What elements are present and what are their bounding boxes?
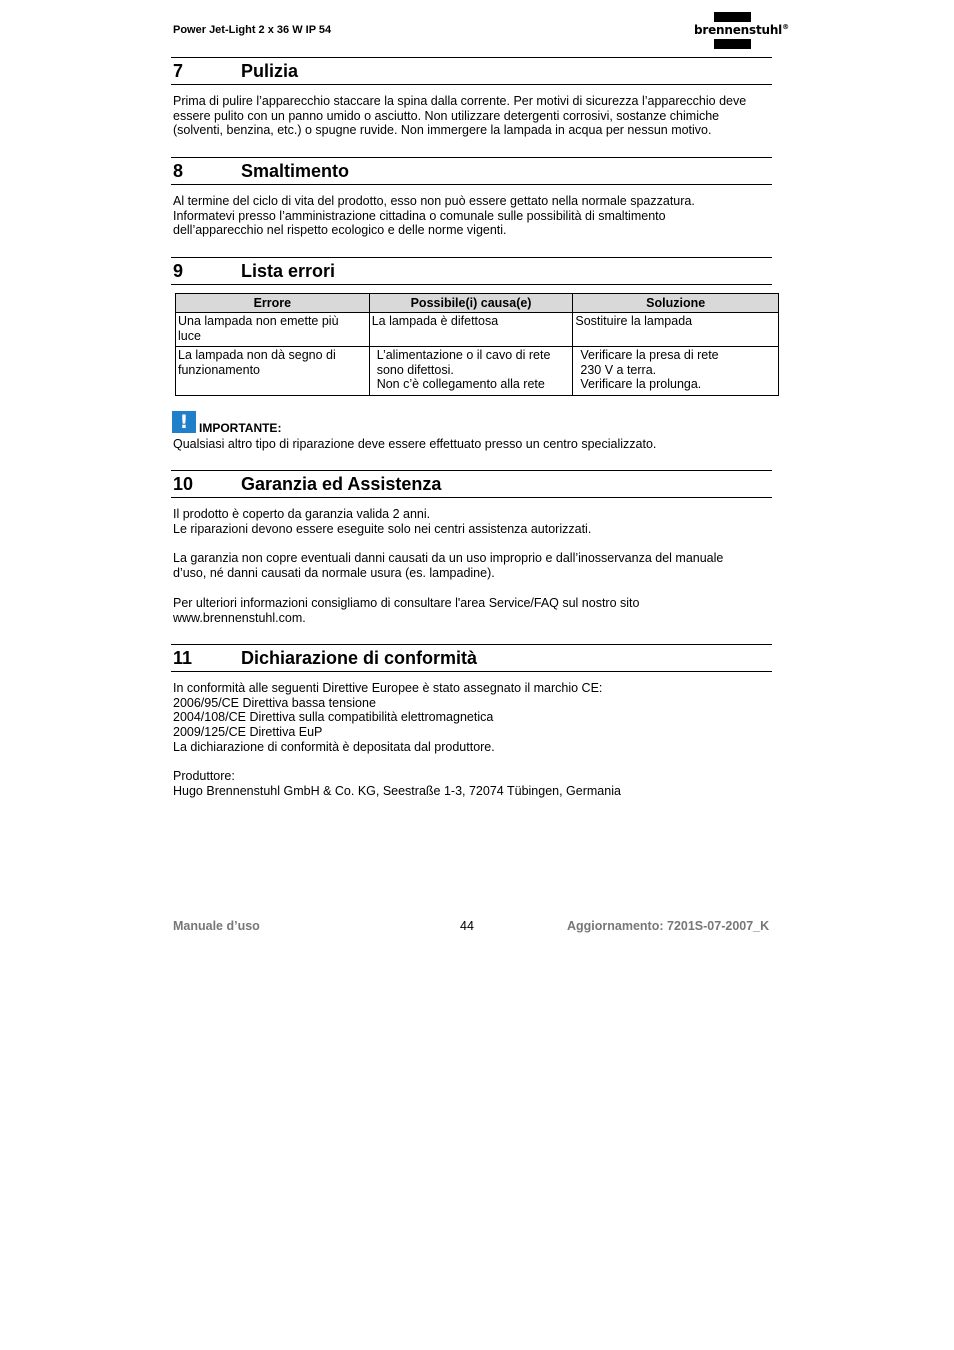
section-heading-conformita: [171, 644, 772, 672]
text-line: In conformità alle seguenti Direttive Europee è stato assegnato il marchio CE:: [173, 681, 603, 695]
text-line: www.brennenstuhl.com.: [173, 610, 306, 625]
section-title: Lista errori: [241, 261, 336, 281]
header-title: Power Jet-Light 2 x 36 W IP 54: [173, 24, 332, 36]
cell-line: luce: [178, 328, 201, 343]
section-number: 7: [173, 61, 184, 81]
text-line: La dichiarazione di conformità è depositata dal produttore.: [173, 739, 495, 754]
footer-page-number: 44: [460, 919, 474, 933]
text-line: essere pulito con un panno umido o asciutto. Non utilizzare detergenti corrosivi, sostanze chimiche: [173, 108, 720, 123]
table-row: [176, 347, 779, 396]
text-line: La garanzia non copre eventuali danni causati da un uso improprio e dall’inosservanza del manuale: [173, 551, 724, 565]
text-line: Produttore:: [173, 769, 235, 783]
section-heading-lista-errori: [171, 257, 772, 285]
cell-line: funzionamento: [178, 362, 261, 377]
garanzia-paragraph-1: [173, 507, 773, 536]
table-cell-error: [176, 313, 370, 347]
section-number: 10: [173, 474, 194, 494]
section-number: 8: [173, 161, 184, 181]
column-header-soluzione: Soluzione: [573, 294, 779, 313]
text-line: 2006/95/CE Direttiva bassa tensione: [173, 695, 376, 710]
section-heading-pulizia: [171, 57, 772, 85]
cell-line: Non c’è collegamento alla rete: [376, 377, 545, 392]
garanzia-paragraph-2: [173, 551, 773, 580]
section-title: Pulizia: [241, 61, 299, 81]
important-label: IMPORTANTE:: [199, 421, 282, 435]
section-heading-garanzia: [171, 470, 772, 498]
important-paragraph: [173, 437, 773, 452]
text-line: Qualsiasi altro tipo di riparazione deve essere effettuato presso un centro specializzato.: [173, 437, 657, 451]
section-number: 9: [173, 261, 184, 281]
cell-line: sono difettosi.: [376, 362, 454, 377]
brennenstuhl-logo: [694, 12, 789, 50]
cell-line: 230 V a terra.: [580, 362, 657, 377]
text-line: (solventi, benzina, etc.) o spugne ruvide. Non immergere la lampada in acqua per nessun motivo.: [173, 123, 712, 138]
logo-bar-top: [714, 12, 751, 22]
text-line: 2004/108/CE Direttiva sulla compatibilità elettromagnetica: [173, 710, 494, 725]
text-line: 2009/125/CE Direttiva EuP: [173, 725, 323, 740]
table-cell-solution: [573, 347, 779, 396]
table-row: [176, 313, 779, 347]
cell-line: Una lampada non emette più: [178, 314, 339, 328]
text-line: Al termine del ciclo di vita del prodotto, esso non può essere gettato nella normale spazzatura.: [173, 194, 695, 208]
cell-line: La lampada è difettosa: [371, 314, 499, 328]
footer-manual-label: Manuale d’uso: [173, 919, 260, 933]
section-title: Garanzia ed Assistenza: [241, 474, 442, 494]
table-cell-solution: [573, 313, 779, 347]
conformita-paragraph-1: [173, 681, 773, 755]
error-table: [175, 293, 779, 396]
pulizia-paragraph: [173, 94, 773, 138]
text-line: Hugo Brennenstuhl GmbH & Co. KG, Seestraße 1-3, 72074 Tübingen, Germania: [173, 783, 621, 798]
conformita-paragraph-2: [173, 769, 773, 798]
text-line: Le riparazioni devono essere eseguite solo nei centri assistenza autorizzati.: [173, 521, 592, 536]
cell-line: La lampada non dà segno di: [178, 348, 336, 362]
logo-wordmark: [694, 23, 789, 37]
table-header-row: [176, 294, 779, 313]
text-line: Il prodotto è coperto da garanzia valida 2 anni.: [173, 507, 431, 521]
garanzia-paragraph-3: [173, 596, 773, 625]
text-line: d’uso, né danni causati da normale usura (es. lampadine).: [173, 565, 495, 580]
table-cell-error: [176, 347, 370, 396]
smaltimento-paragraph: [173, 194, 773, 238]
section-number: 11: [173, 648, 193, 668]
column-header-errore: Errore: [176, 294, 370, 313]
column-header-causa: Possibile(i) causa(e): [369, 294, 573, 313]
section-title: Smaltimento: [241, 161, 350, 181]
important-icon: !: [172, 411, 196, 433]
table-cell-cause: [369, 347, 573, 396]
cell-line: Sostituire la lampada: [575, 314, 693, 328]
text-line: Per ulteriori informazioni consigliamo di consultare l'area Service/FAQ sul nostro sito: [173, 596, 640, 610]
footer-revision: Aggiornamento: 7201S-07-2007_K: [567, 919, 770, 933]
section-title: Dichiarazione di conformità: [241, 648, 478, 668]
section-heading-smaltimento: [171, 157, 772, 185]
cell-line: Verificare la presa di rete: [580, 348, 719, 362]
logo-text: brennenstuhl: [694, 23, 783, 37]
text-line: Prima di pulire l’apparecchio staccare la spina dalla corrente. Per motivi di sicurezza l’apparecchio deve: [173, 94, 747, 108]
text-line: Informatevi presso l’amministrazione cittadina o comunale sulle possibilità di smaltimento: [173, 208, 666, 223]
cell-line: Verificare la prolunga.: [580, 377, 702, 392]
table-cell-cause: [369, 313, 573, 347]
logo-bar-bottom: [714, 39, 751, 49]
logo-registered-mark: ®: [782, 23, 789, 31]
text-line: dell’apparecchio nel rispetto ecologico e delle norme vigenti.: [173, 223, 507, 238]
cell-line: L’alimentazione o il cavo di rete: [376, 348, 551, 362]
